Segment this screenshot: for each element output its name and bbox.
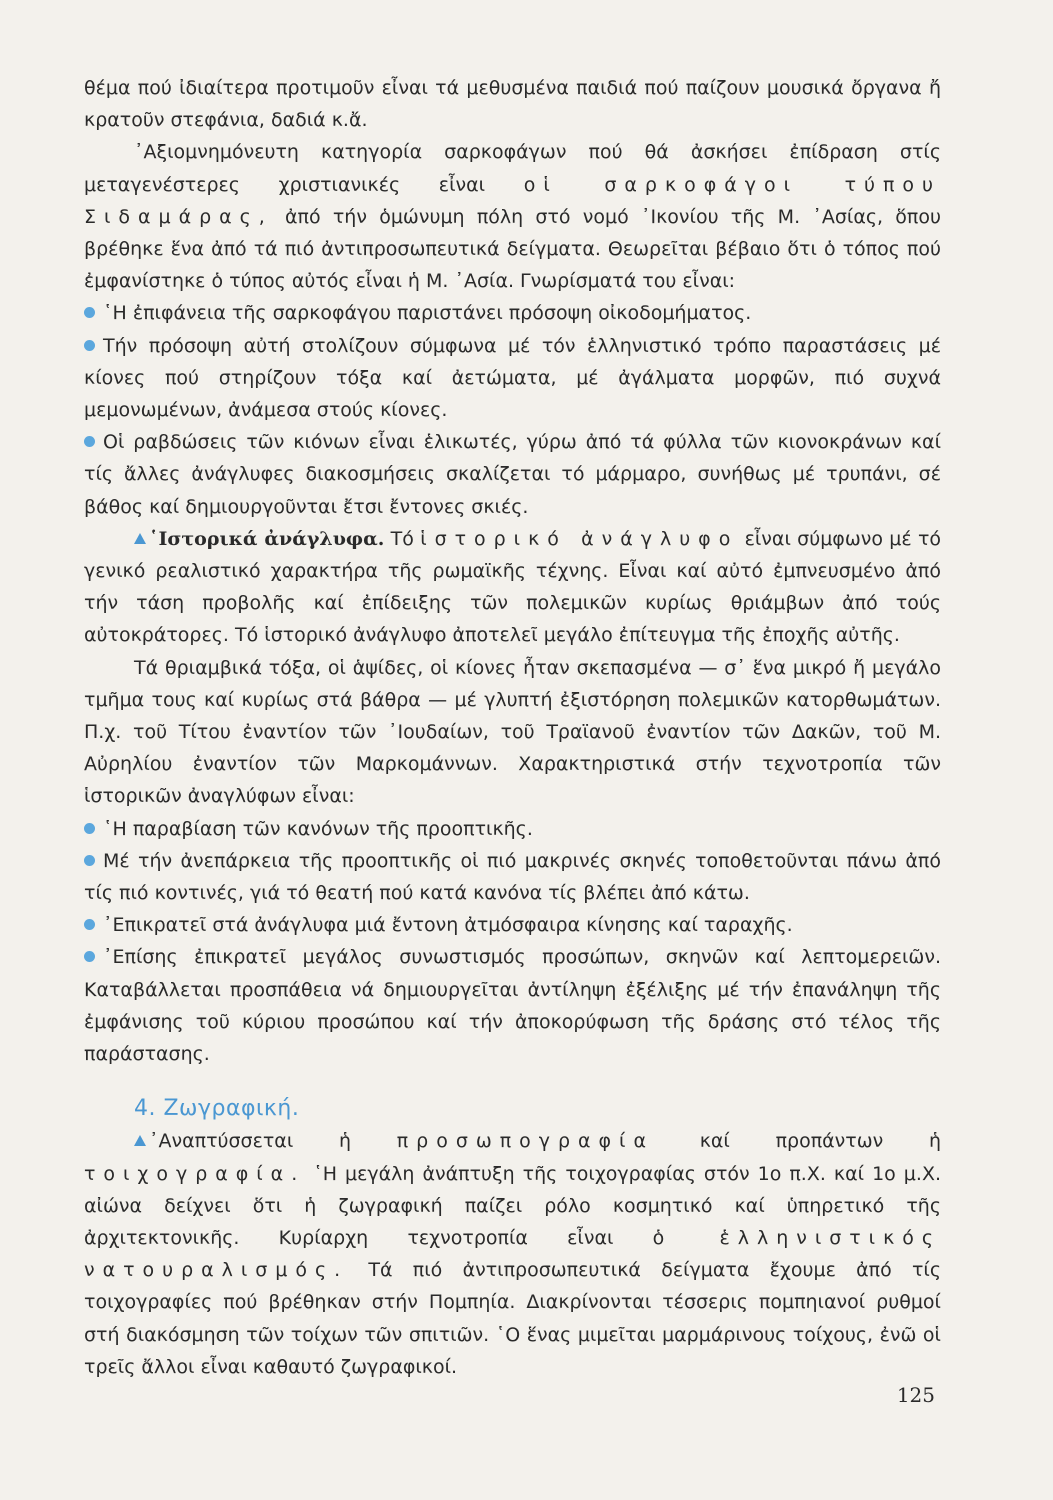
paragraph-sidamara [84, 136, 941, 297]
bullet-dot-icon [84, 431, 103, 453]
triangle-marker-icon [134, 533, 146, 544]
spaced-term: τοιχογραφία. [84, 1162, 306, 1185]
bullet-item [84, 330, 941, 427]
bullet-dot-icon [84, 335, 103, 357]
bullet-text: Οἱ ραβδώσεις τῶν κιόνων εἶναι ἑλικωτές, γύρω ἀπό τά φύλλα τῶν κιονοκράνων καί τίς ἄλλες ἀνάγλυφες διακοσμήσεις σκαλίζεται τό μάρμαρο, συνήθως μέ τρυπάνι, σέ βάθος καί δημιουργοῦνται ἔτσι ἔντονες σκιές. [84, 431, 941, 518]
bullet-text: ᾿Επίσης ἐπικρατεῖ μεγάλος συνωστισμός προσώπων, σκηνῶν καί λεπτομερειῶν. Καταβάλλεται προσπάθεια νά δημιουργεῖται ἀντίληψη ἐξέλιξης μέ τήν ἐπανάληψη τῆς ἐμφάνισης τοῦ κύριου προσώπου καί τήν ἀποκορύφωση τῆς δράσης στό τέλος τῆς παράστασης. [84, 946, 941, 1066]
paragraph-painting [84, 1125, 941, 1383]
text-run: ᾿Αναπτύσσεται ἡ [149, 1130, 352, 1153]
text-run: Τό [390, 527, 414, 550]
bullet-item [84, 297, 941, 329]
section-heading-painting: 4. Ζωγραφική. [134, 1096, 300, 1122]
triangle-marker-icon [134, 1135, 146, 1146]
bullet-dot-icon [84, 914, 103, 936]
text-run: καί προπάντων ἡ [699, 1130, 942, 1153]
spaced-term: ὁ ἑλληνιστικός νατουραλισμός. [84, 1226, 941, 1282]
bullet-dot-icon [84, 946, 103, 968]
bullet-text: Τήν πρόσοψη αὐτή στολίζουν σύμφωνα μέ τόν ἑλληνιστικό τρόπο παραστάσεις μέ κίονες πού στηρίζουν τόξα καί ἀετώματα, μέ ἀγάλματα μορφῶν, πιό συχνά μεμονωμένων, ἀνάμεσα στούς κίονες. [84, 334, 941, 422]
page-number: 125 [896, 1383, 935, 1407]
bullet-dot-icon [84, 850, 103, 872]
text-run: εἶναι σύμφωνο μέ τό γενικό ρεαλιστικό χαρακτήρα τῆς ρωμαϊκῆς τέχνης. Εἶναι καί αὐτό ἐμπνευσμένο ἀπό τήν τάση προβολῆς καί ἐπίδειξης τῶν πολεμικῶν κυρίως θριάμβων ἀπό τούς αὐτοκράτορες. Τό ἱστορικό ἀνάγλυφο ἀποτελεῖ μεγάλο ἐπίτευγμα τῆς ἐποχῆς αὐτῆς. [84, 527, 942, 647]
paragraph-triumphal-arches: Τά θριαμβικά τόξα, οἱ ἁψίδες, οἱ κίονες ἦταν σκεπασμένα — σ᾿ ἕνα μικρό ἤ μεγάλο τμῆμα τους καί κυρίως στά βάθρα — μέ γλυπτή ἐξιστόρηση πολεμικῶν κατορθωμάτων. Π.χ. τοῦ Τίτου ἐναντίον τῶν ᾿Ιουδαίων, τοῦ Τραϊανοῦ ἐναντίον τῶν Δακῶν, τοῦ Μ. Αὐρηλίου ἐναντίον τῶν Μαρκομάννων. Χαρακτηριστικά στήν τεχνοτροπία τῶν ἱστορικῶν ἀναγλύφων εἶναι: [84, 656, 941, 808]
text-run: Τά πιό ἀντιπροσωπευτικά δείγματα ἔχουμε ἀπό τίς τοιχογραφίες πού βρέθηκαν στήν Πομπηία. Διακρίνονται τέσσερις πομπηιανοί ρυθμοί στή διακόσμηση τῶν τοίχων τῶν σπιτιῶν. ῾Ο ἕνας μιμεῖται μαρμάρινους τοίχους, ἐνῶ οἱ τρεῖς ἄλλοι εἶναι καθαυτό ζωγραφικοί. [84, 1259, 941, 1378]
bullet-item [84, 941, 941, 1070]
text-run: ἀπό τήν ὁμώνυμη πόλη στό νομό ᾿Ικονίου τῆς Μ. ᾿Ασίας, ὅπου βρέθηκε ἕνα ἀπό τά πιό ἀντιπροσωπευτικά δείγματα. Θεωρεῖται βέβαιο ὅτι ὁ τόπος πού ἐμφανίστηκε ὁ τύπος αὐτός εἶναι ἡ Μ. ᾿Ασία. Γνωρίσματά του εἶναι: [84, 205, 941, 293]
text-run: ᾿Αξιομνημόνευτη κατηγορία σαρκοφάγων πού θά ἀσκήσει ἐπίδραση στίς μεταγενέστερες χριστιανικές εἶναι [84, 141, 941, 196]
bullet-text: ᾿Επικρατεῖ στά ἀνάγλυφα μιά ἔντονη ἀτμόσφαιρα κίνησης καί ταραχῆς. [103, 914, 793, 937]
bullet-item [84, 909, 941, 941]
paragraph-intro: θέμα πού ἰδιαίτερα προτιμοῦν εἶναι τά μεθυσμένα παιδιά πού παίζουν μουσικά ὄργανα ἤ κρατοῦν στεφάνια, δαδιά κ.ἄ. [84, 77, 941, 132]
text-run: ῾Η μεγάλη ἀνάπτυξη τῆς τοιχογραφίας στόν 1ο π.Χ. καί 1ο μ.Χ. αἰώνα δείχνει ὅτι ἡ ζωγραφική παίζει ρόλο κοσμητικό καί ὑπηρετικό τῆς ἀρχιτεκτονικῆς. Κυρίαρχη τεχνοτροπία εἶναι [84, 1162, 941, 1249]
spaced-term: ἱστορικό ἀνάγλυφο [420, 527, 739, 550]
bullet-item [84, 426, 941, 523]
spaced-term: οἱ σαρκοφάγοι τύπου Σιδαμάρας, [84, 173, 941, 228]
subheading: ῾Ιστορικά ἀνάγλυφα. [149, 527, 385, 550]
bullet-text: ῾Η ἐπιφάνεια τῆς σαρκοφάγου παριστάνει πρόσοψη οἰκοδομήματος. [103, 302, 752, 325]
bullet-text: ῾Η παραβίαση τῶν κανόνων τῆς προοπτικῆς. [103, 817, 533, 840]
paragraph-historical-reliefs [84, 523, 941, 652]
bullet-item [84, 813, 941, 845]
bullet-dot-icon [84, 302, 103, 324]
spaced-term: προσωπογραφία [396, 1130, 654, 1153]
bullet-item [84, 845, 941, 909]
bullet-text: Μέ τήν ἀνεπάρκεια τῆς προοπτικῆς οἱ πιό μακρινές σκηνές τοποθετοῦνται πάνω ἀπό τίς πιό κοντινές, γιά τό θεατή πού κατά κανόνα τίς βλέπει ἀπό κάτω. [84, 849, 941, 905]
bullet-dot-icon [84, 818, 103, 840]
